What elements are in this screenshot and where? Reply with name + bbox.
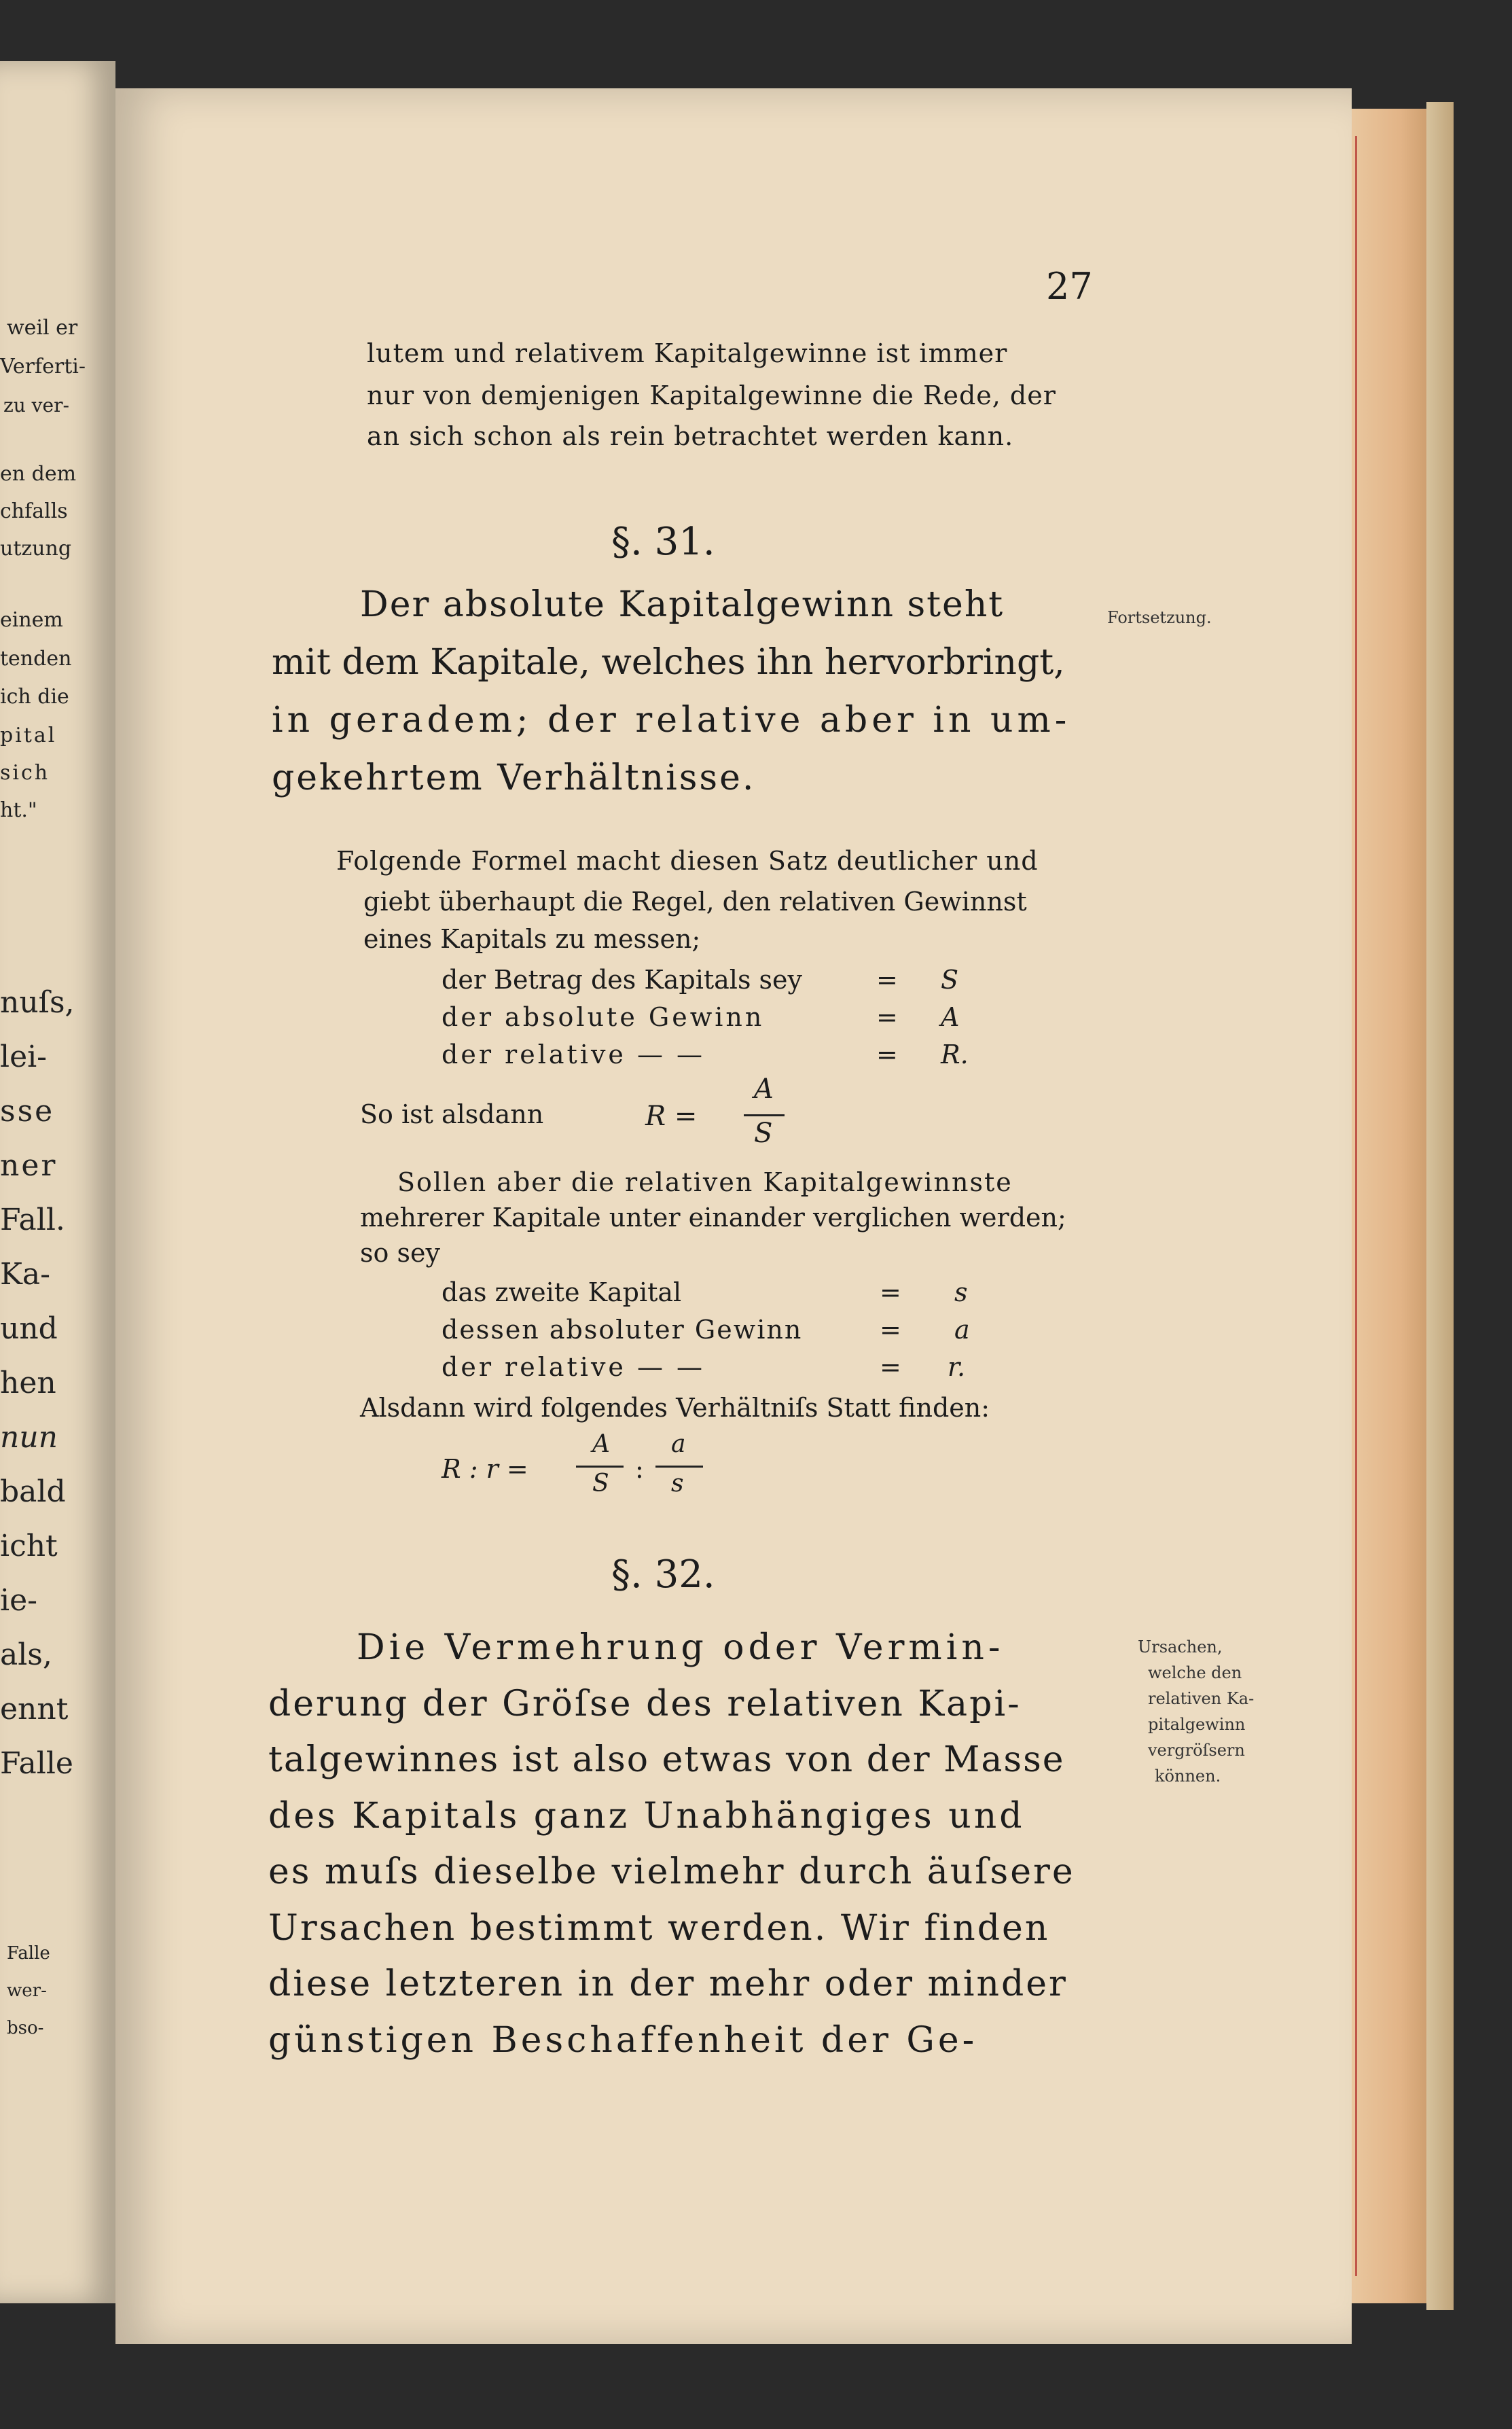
definition-symbol: s bbox=[954, 1277, 968, 1307]
alsdann-text: Alsdann wird folgendes Verhältniſs Statt finden: bbox=[360, 1393, 990, 1423]
left-fragment: bald bbox=[0, 1474, 66, 1509]
left-fragment: Fall. bbox=[0, 1203, 65, 1237]
facing-page bbox=[0, 61, 115, 2303]
definition-symbol: R. bbox=[941, 1040, 969, 1069]
left-fragment: nuſs, bbox=[0, 985, 75, 1020]
margin-note-line: pitalgewinn bbox=[1148, 1715, 1246, 1734]
thesis-line: Der absolute Kapitalgewinn steht bbox=[360, 584, 1005, 625]
body-line: es muſs dieselbe vielmehr durch äuſsere bbox=[268, 1851, 1075, 1892]
left-fragment: en dem bbox=[0, 462, 77, 486]
body-line: Ursachen bestimmt werden. Wir finden bbox=[268, 1908, 1050, 1949]
definition-symbol: S bbox=[941, 965, 959, 995]
left-fragment: Ka- bbox=[0, 1257, 50, 1292]
formula-denominator: s bbox=[671, 1470, 684, 1497]
margin-note-line: können. bbox=[1155, 1767, 1221, 1786]
intro-line: lutem und relativem Kapitalgewinne ist immer bbox=[367, 338, 1008, 368]
left-fragment: Falle bbox=[0, 1746, 73, 1781]
definition-equals: = bbox=[876, 1040, 898, 1069]
left-fragment: wer- bbox=[7, 1981, 47, 2001]
formula-proportion bbox=[442, 1430, 727, 1512]
formula-lhs: R : r = bbox=[442, 1454, 528, 1484]
body-line: Die Vermehrung oder Vermin- bbox=[357, 1627, 1005, 1668]
fraction-bar bbox=[744, 1114, 785, 1116]
page-edges bbox=[1352, 109, 1433, 2303]
body-line: günstigen Beschaffenheit der Ge- bbox=[268, 2020, 978, 2061]
compare-intro-line: mehrerer Kapitale unter einander verglichen werden; bbox=[360, 1203, 1066, 1233]
left-fragment: hen bbox=[0, 1366, 56, 1400]
so-ist-text: So ist alsdann bbox=[360, 1099, 544, 1129]
formula-numerator: A bbox=[754, 1074, 774, 1105]
thesis-line: gekehrtem Verhältnisse. bbox=[272, 758, 756, 798]
definition-equals: = bbox=[880, 1352, 901, 1382]
left-fragment: sich bbox=[0, 761, 50, 785]
definition-equals: = bbox=[880, 1277, 901, 1307]
left-fragment: Verferti- bbox=[0, 355, 86, 378]
thesis-line: mit dem Kapitale, welches ihn hervorbringt, bbox=[272, 642, 1065, 683]
definition-label: dessen absoluter Gewinn bbox=[442, 1315, 803, 1345]
left-fragment: chfalls bbox=[0, 499, 68, 523]
left-fragment: als, bbox=[0, 1637, 52, 1672]
margin-note-line: vergröſsern bbox=[1148, 1741, 1245, 1760]
definition-equals: = bbox=[880, 1315, 901, 1345]
body-line: derung der Gröſse des relativen Kapi- bbox=[268, 1684, 1022, 1724]
definition-label: der Betrag des Kapitals sey bbox=[442, 965, 802, 995]
margin-note-fortsetzung: Fortsetzung. bbox=[1107, 608, 1212, 627]
definition-symbol: A bbox=[941, 1002, 960, 1032]
body-line: des Kapitals ganz Unabhängiges und bbox=[268, 1796, 1025, 1837]
formula-intro-line: Folgende Formel macht diesen Satz deutlicher und bbox=[336, 846, 1039, 876]
margin-note-line: relativen Ka- bbox=[1148, 1689, 1255, 1708]
fraction-bar bbox=[576, 1466, 624, 1468]
formula-ratio bbox=[645, 1074, 808, 1155]
left-fragment: ennt bbox=[0, 1692, 69, 1726]
formula-separator: : bbox=[635, 1454, 644, 1484]
definition-label: das zweite Kapital bbox=[442, 1277, 682, 1307]
formula-denominator: S bbox=[592, 1470, 609, 1497]
definition-label: der relative — — bbox=[442, 1352, 706, 1382]
fraction-bar bbox=[655, 1466, 703, 1468]
body-line: talgewinnes ist also etwas von der Masse bbox=[268, 1739, 1065, 1780]
left-fragment: lei- bbox=[0, 1040, 48, 1074]
left-fragment: weil er bbox=[7, 316, 78, 340]
intro-line: nur von demjenigen Kapitalgewinne die Rede, der bbox=[367, 380, 1056, 410]
margin-note-ursachen bbox=[1114, 1637, 1263, 1841]
body-line: diese letzteren in der mehr oder minder bbox=[268, 1964, 1068, 2004]
left-fragment: ht." bbox=[0, 798, 37, 822]
left-fragment: ich die bbox=[0, 685, 69, 709]
page-number: 27 bbox=[1046, 265, 1093, 308]
left-fragment: Falle bbox=[7, 1943, 50, 1964]
book-cover-edge bbox=[1426, 102, 1454, 2310]
margin-note-line: Ursachen, bbox=[1138, 1637, 1223, 1656]
formula-lhs: R = bbox=[645, 1101, 698, 1132]
definition-symbol: r. bbox=[948, 1352, 966, 1382]
left-fragment: pital bbox=[0, 724, 57, 747]
definition-label: der absolute Gewinn bbox=[442, 1002, 765, 1032]
left-fragment: sse bbox=[0, 1094, 55, 1129]
formula-intro-line: giebt überhaupt die Regel, den relativen Gewinnst bbox=[363, 887, 1027, 917]
definition-symbol: a bbox=[954, 1315, 970, 1345]
margin-note-line: welche den bbox=[1148, 1663, 1242, 1682]
compare-intro-line: Sollen aber die relativen Kapitalgewinnste bbox=[397, 1167, 1013, 1197]
formula-denominator: S bbox=[754, 1118, 773, 1149]
left-fragment: utzung bbox=[0, 537, 72, 561]
definition-equals: = bbox=[876, 965, 898, 995]
left-fragment: ner bbox=[0, 1148, 58, 1183]
left-fragment: einem bbox=[0, 608, 63, 632]
compare-intro-line: so sey bbox=[360, 1238, 440, 1268]
left-fragment: bso- bbox=[7, 2018, 44, 2038]
formula-intro-line: eines Kapitals zu messen; bbox=[363, 924, 701, 954]
definition-label: der relative — — bbox=[442, 1040, 706, 1069]
intro-line: an sich schon als rein betrachtet werden kann. bbox=[367, 421, 1014, 451]
red-edge-line bbox=[1355, 136, 1357, 2276]
definition-equals: = bbox=[876, 1002, 898, 1032]
section-heading: §. 31. bbox=[611, 520, 715, 564]
left-fragment: icht bbox=[0, 1529, 58, 1563]
left-fragment: tenden bbox=[0, 647, 72, 671]
left-fragment: und bbox=[0, 1311, 58, 1346]
formula-numerator: a bbox=[671, 1430, 686, 1458]
formula-numerator: A bbox=[592, 1430, 610, 1458]
left-fragment: zu ver- bbox=[3, 394, 69, 416]
left-fragment: nun bbox=[0, 1420, 58, 1455]
thesis-line: in geradem; der relative aber in um- bbox=[272, 700, 1071, 741]
section-heading: §. 32. bbox=[611, 1553, 715, 1597]
left-fragment: ie- bbox=[0, 1583, 37, 1618]
